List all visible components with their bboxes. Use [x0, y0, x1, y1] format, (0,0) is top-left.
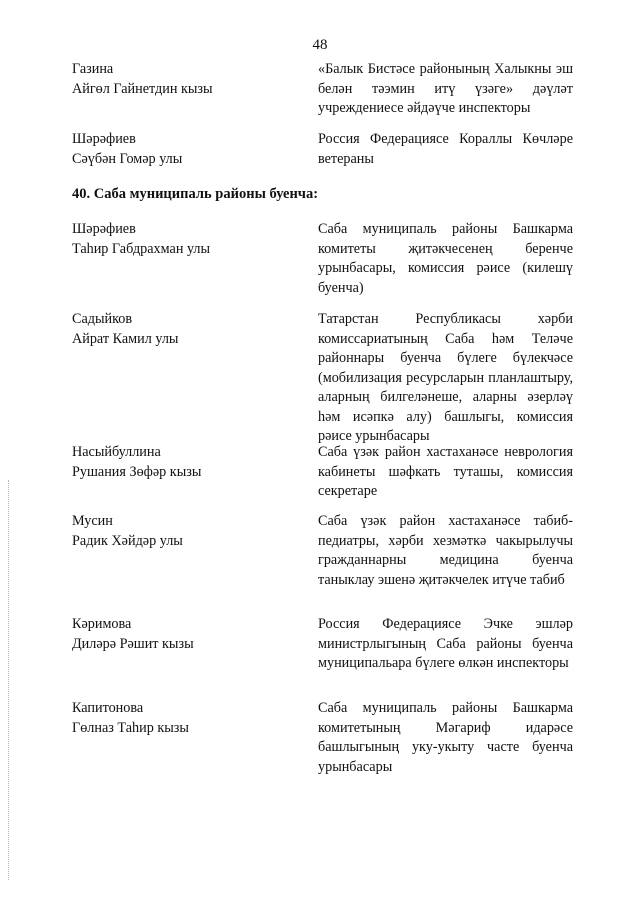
- member-given-name: Айгөл Гайнетдин кызы: [72, 80, 213, 97]
- member-given-name: Рушания Зөфәр кызы: [72, 463, 202, 480]
- member-given-name: Диләрә Рәшит кызы: [72, 635, 194, 652]
- member-name: [72, 310, 292, 349]
- page-number: 48: [312, 37, 328, 53]
- member-name: [72, 699, 292, 738]
- member-role: Саба үзәк район хастаханәсе табиб-педиатры, хәрби хезмәткә чакырылучы гражданнарны медицина буенча таныклау эшенә җитәкчелек итүче табиб: [318, 513, 573, 588]
- member-given-name: Радик Хәйдәр улы: [72, 532, 183, 549]
- section-title: 40. Саба муниципаль районы буенча:: [72, 186, 319, 202]
- member-role: «Балык Бистәсе районының Халыкны эш белән тәэмин итү үзәге» дәүләт учреждениесе әйдәүче инспекторы: [318, 61, 573, 116]
- member-name: [72, 60, 292, 99]
- member-surname: Газина: [72, 61, 114, 77]
- member-role: Татарстан Республикасы хәрби комиссариатының Саба һәм Теләче районнары буенча бүлеге бүлекчәсе (мобилизация ресурсларын планлаштыру, аларның билгеләнеше, аларны әзерләү һәм исәпкә алу) башлыгы, комиссия рәисе урынбасары: [318, 311, 573, 444]
- member-surname: Шәрәфиев: [72, 221, 136, 237]
- member-given-name: Таһир Габдрахман улы: [72, 240, 211, 257]
- member-surname: Насыйбуллина: [72, 444, 161, 460]
- member-role: Россия Федерациясе Эчке эшләр министрлыгының Саба районы буенча муниципальара бүлеге өлкән инспекторы: [318, 616, 573, 671]
- member-surname: Мусин: [72, 513, 113, 529]
- member-role: Саба үзәк район хастаханәсе неврология кабинеты шәфкать туташы, комиссия секретаре: [318, 444, 573, 499]
- member-name: [72, 220, 292, 259]
- member-given-name: Гөлназ Таһир кызы: [72, 719, 189, 736]
- member-name: [72, 615, 292, 654]
- member-name: [72, 443, 292, 482]
- member-surname: Садыйков: [72, 311, 133, 327]
- member-given-name: Сәүбән Гомәр улы: [72, 150, 183, 167]
- member-surname: Капитонова: [72, 700, 144, 716]
- scan-margin-marks: [8, 480, 10, 880]
- member-name: [72, 130, 292, 169]
- member-surname: Кәримова: [72, 616, 132, 632]
- member-surname: Шәрәфиев: [72, 131, 136, 147]
- member-given-name: Айрат Камил улы: [72, 330, 179, 347]
- member-role: Саба муниципаль районы Башкарма комитеты җитәкчесенең беренче урынбасары, комиссия рәисе (килешү буенча): [318, 221, 573, 296]
- member-role: Россия Федерациясе Кораллы Көчләре ветераны: [318, 131, 573, 167]
- member-name: [72, 512, 292, 551]
- member-role: Саба муниципаль районы Башкарма комитетының Мәгариф идарәсе башлыгының уку-укыту часте буенча урынбасары: [318, 700, 573, 775]
